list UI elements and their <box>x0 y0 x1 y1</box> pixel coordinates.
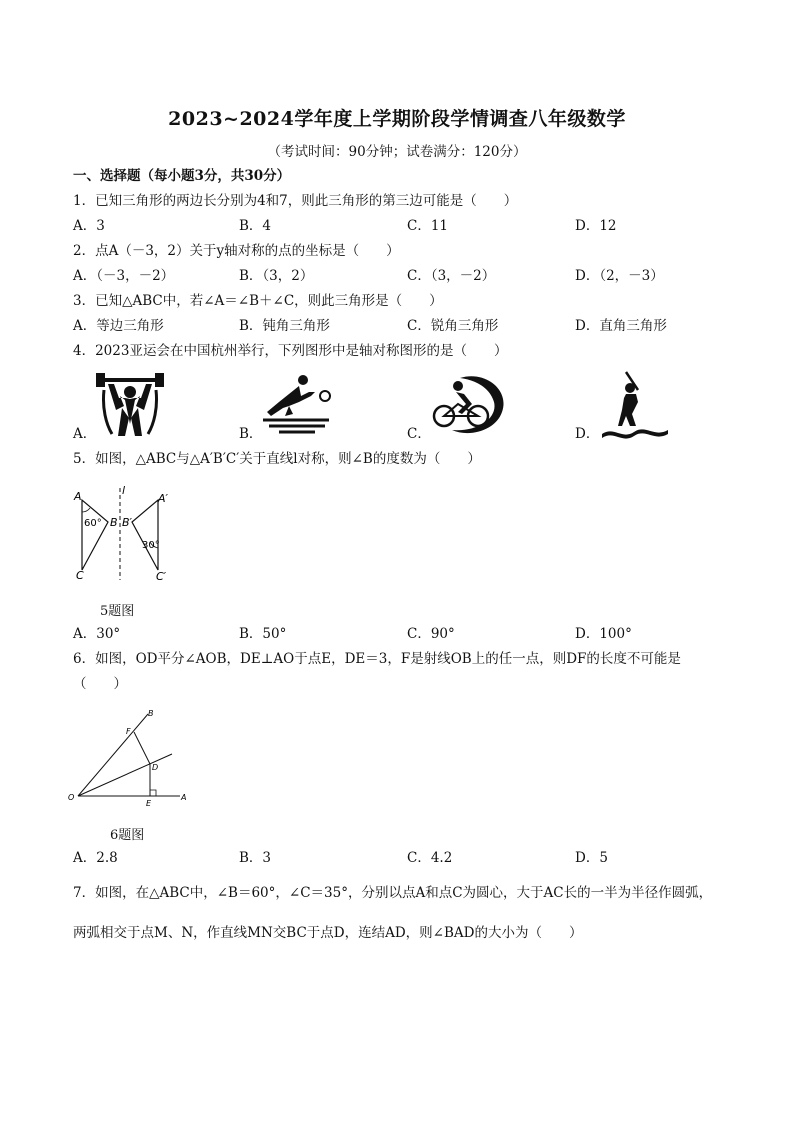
q6-label-o: O <box>68 793 75 802</box>
q5-angle-a: 60° <box>84 518 102 529</box>
q5-option-b: B．50° <box>239 626 287 642</box>
q5-label-c: C <box>76 569 84 582</box>
q5-symmetry-figure <box>70 484 180 584</box>
q6-label-a: A <box>181 793 187 802</box>
q5-option-c: C．90° <box>407 626 455 642</box>
q2-option-b: B．（3，2） <box>239 268 314 284</box>
q5-label-c-prime: C′ <box>156 570 167 583</box>
q5-label-b: B <box>110 516 118 529</box>
q4-option-d: D． <box>575 426 600 442</box>
section-heading: 一、选择题（每小题3分，共30分） <box>73 168 291 184</box>
q1-option-c: C．11 <box>407 218 449 234</box>
question-2-stem: 2．点A（－3，2）关于y轴对称的点的坐标是（ ） <box>73 243 400 259</box>
q5-label-a: A <box>74 490 82 503</box>
q6-option-c: C．4.2 <box>407 850 453 866</box>
q6-label-f: F <box>126 727 131 736</box>
question-5-stem: 5．如图，△ABC与△A′B′C′关于直线l对称，则∠B的度数为（ ） <box>73 451 481 467</box>
page-title: 2023~2024学年度上学期阶段学情调查八年级数学 <box>168 108 626 130</box>
q5-figure-caption: 5题图 <box>100 604 135 619</box>
question-3-stem: 3．已知△ABC中，若∠A＝∠B＋∠C，则此三角形是（ ） <box>73 293 443 309</box>
weightlifting-pictogram <box>94 368 166 440</box>
q5-label-l: l <box>122 484 126 497</box>
q2-option-a: A．（－3，－2） <box>73 268 175 284</box>
q6-angle-bisector-figure <box>66 706 196 810</box>
q5-option-a: A．30° <box>73 626 121 642</box>
q1-option-a: A．3 <box>73 218 105 234</box>
q6-figure-caption: 6题图 <box>110 828 145 843</box>
question-6-stem-line-1: 6．如图，OD平分∠AOB，DE⊥AO于点E，DE＝3，F是射线OB上的任一点，则DF的长度不可能是 <box>73 651 681 667</box>
cycling-pictogram <box>430 372 508 438</box>
golf-pictogram <box>600 368 670 440</box>
q2-option-d: D．（2，－3） <box>575 268 664 284</box>
volleyball-pictogram <box>259 372 334 438</box>
q5-angle-c-prime: 30° <box>142 540 160 551</box>
question-6-stem-line-2: （ ） <box>73 676 127 692</box>
q6-label-d: D <box>152 763 159 772</box>
question-7-stem-line-1: 7．如图，在△ABC中，∠B＝60°，∠C＝35°，分别以点A和点C为圆心，大于AC长的一半为半径作圆弧， <box>73 885 713 901</box>
q3-option-b: B．钝角三角形 <box>239 318 330 334</box>
q1-option-b: B．4 <box>239 218 272 234</box>
q6-label-e: E <box>146 799 152 808</box>
q6-option-a: A．2.8 <box>73 850 118 866</box>
question-4-stem: 4．2023亚运会在中国杭州举行，下列图形中是轴对称图形的是（ ） <box>73 343 508 359</box>
q6-option-b: B．3 <box>239 850 272 866</box>
q5-option-d: D．100° <box>575 626 632 642</box>
question-1-stem: 1．已知三角形的两边长分别为4和7，则此三角形的第三边可能是（ ） <box>73 193 518 209</box>
q6-option-d: D．5 <box>575 850 608 866</box>
q4-option-a: A． <box>73 426 97 442</box>
q6-label-b: B <box>148 709 154 718</box>
q3-option-c: C．锐角三角形 <box>407 318 499 334</box>
q3-option-a: A．等边三角形 <box>73 318 164 334</box>
question-7-stem-line-2: 两弧相交于点M、N，作直线MN交BC于点D，连结AD，则∠BAD的大小为（ ） <box>73 925 583 941</box>
q4-option-b: B． <box>239 426 263 442</box>
exam-info: （考试时间：90分钟；试卷满分：120分） <box>267 144 527 160</box>
q5-label-a-prime: A′ <box>158 492 169 505</box>
q2-option-c: C．（3，－2） <box>407 268 496 284</box>
q4-option-c: C． <box>407 426 431 442</box>
q5-label-b-prime: B′ <box>122 516 133 529</box>
q3-option-d: D．直角三角形 <box>575 318 667 334</box>
q1-option-d: D．12 <box>575 218 617 234</box>
